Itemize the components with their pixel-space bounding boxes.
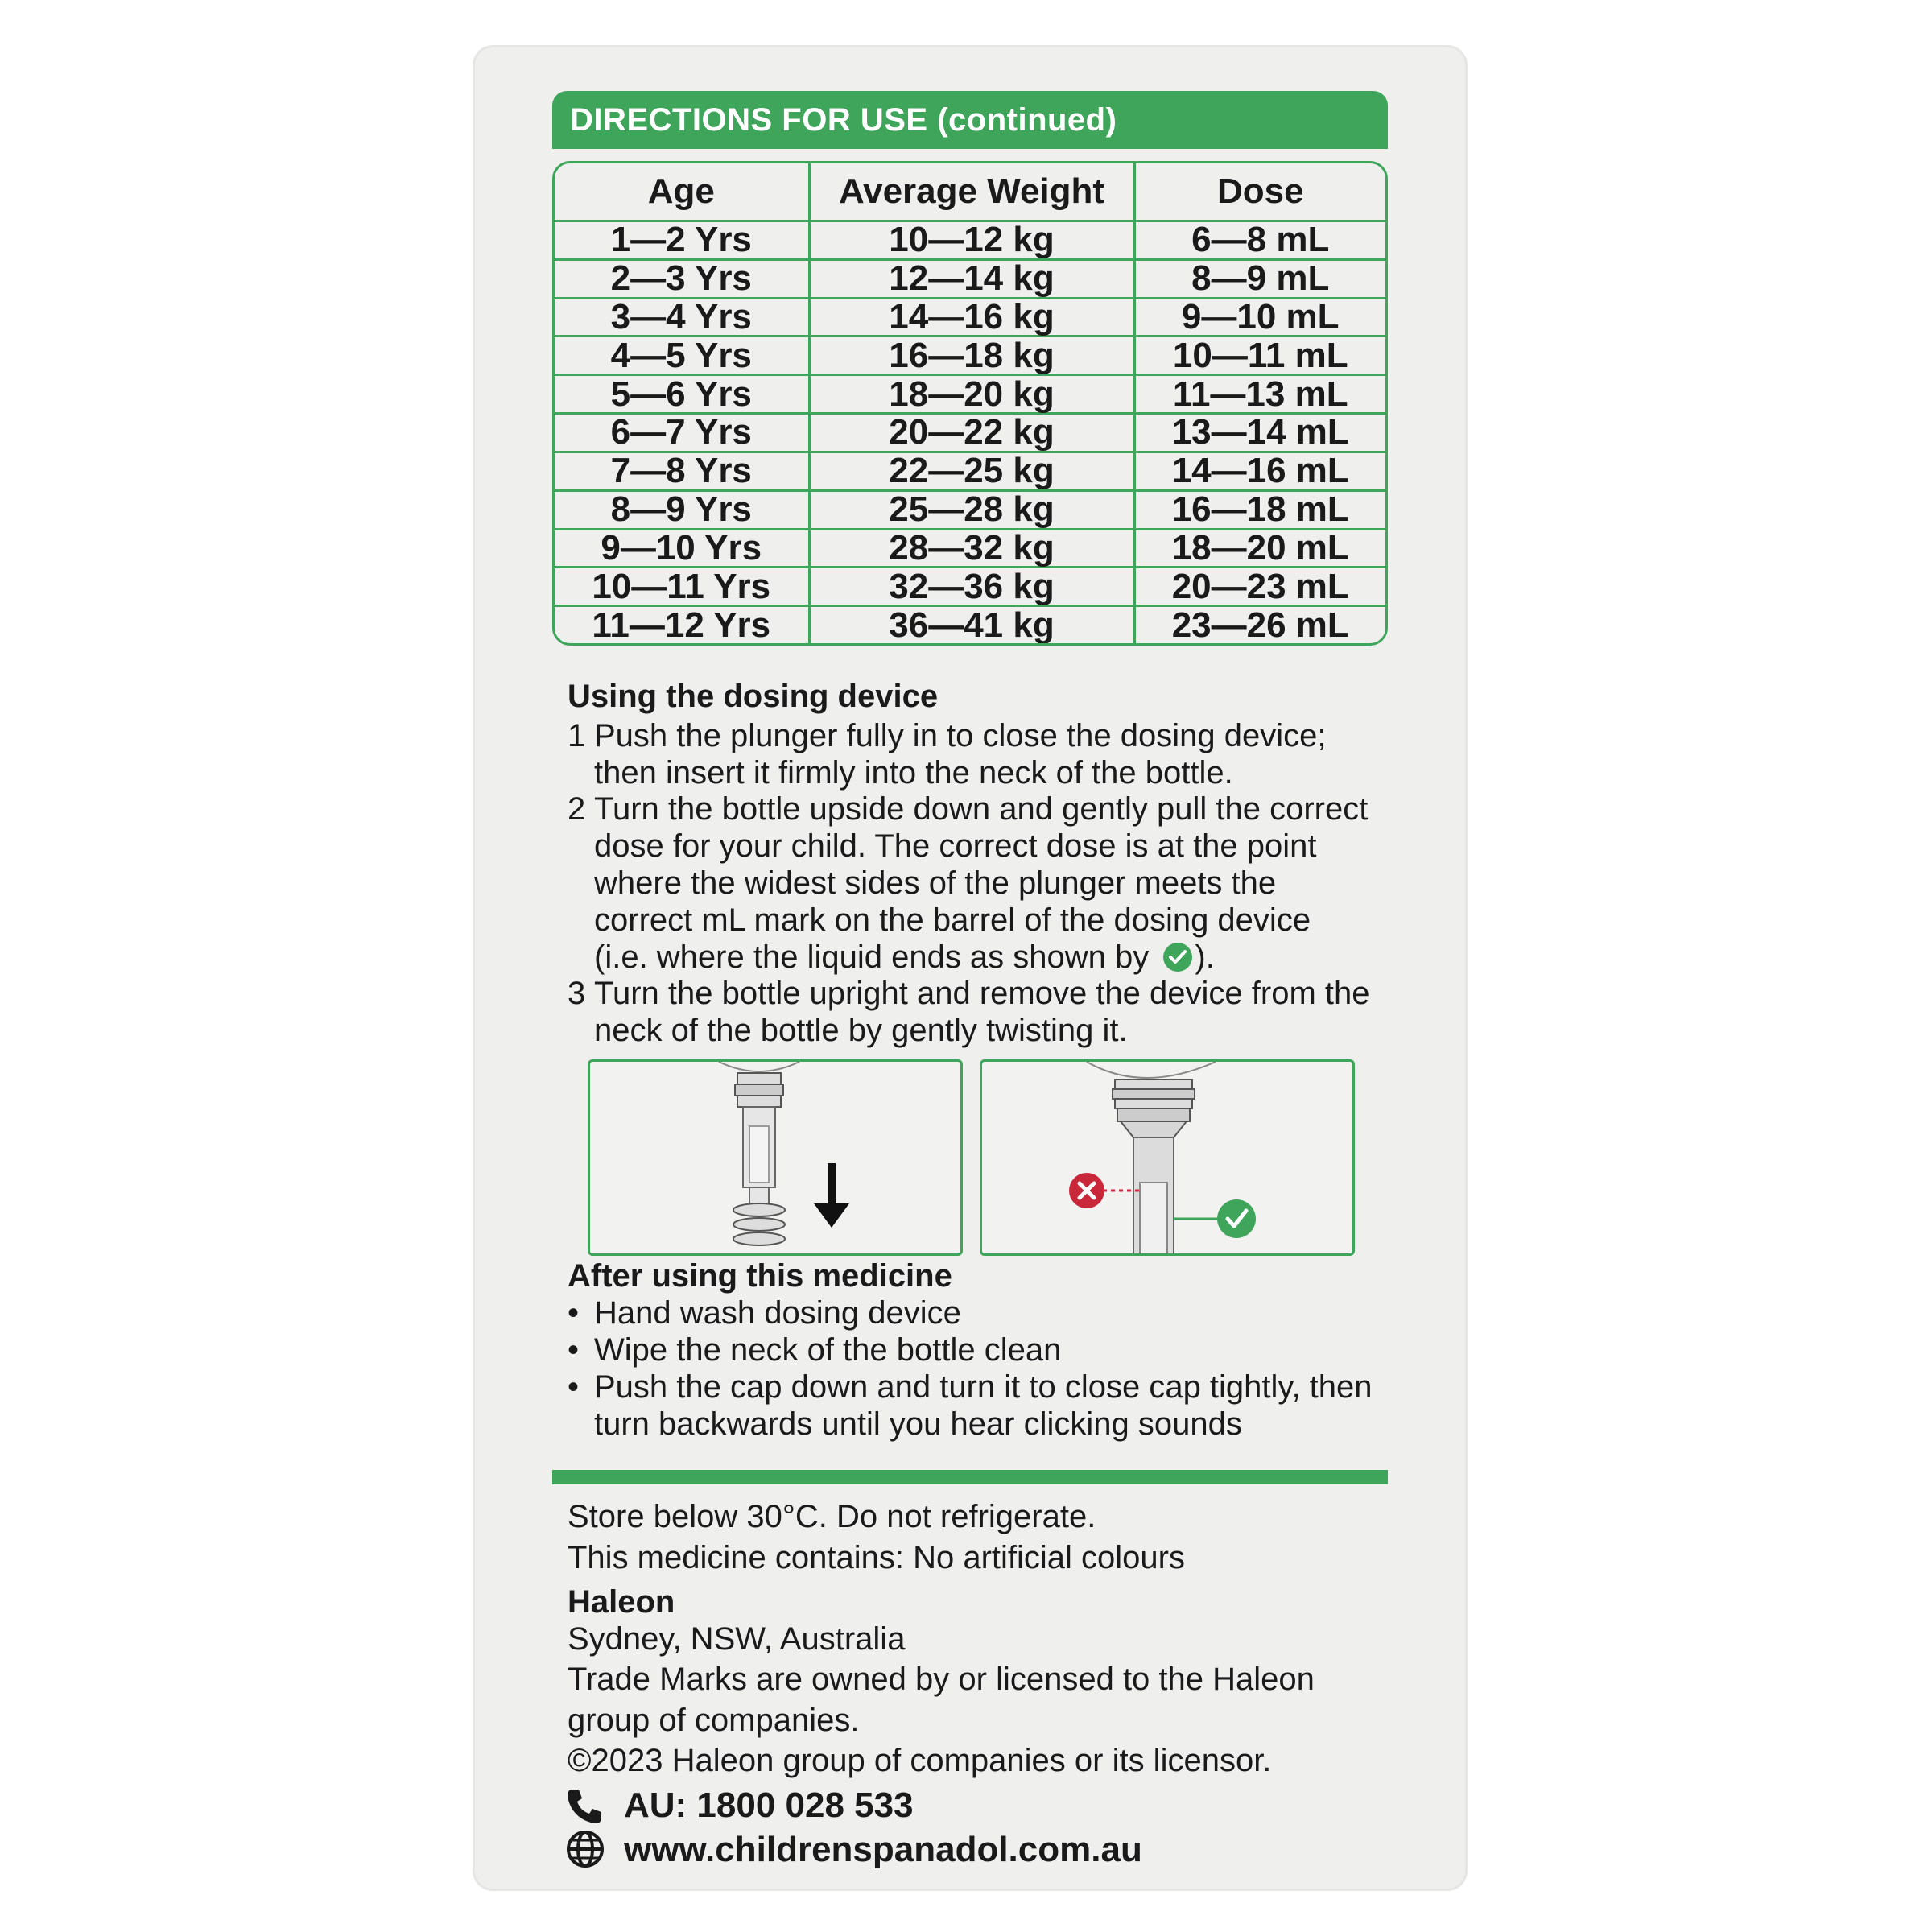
table-row bbox=[555, 529, 1385, 568]
check-circle-icon bbox=[1162, 942, 1193, 972]
step-text: Turn the bottle upright and remove the device from the bbox=[594, 976, 1370, 1011]
step-number: 2 bbox=[568, 791, 586, 827]
list-item: turn backwards until you hear clicking sounds bbox=[594, 1406, 1242, 1442]
table-row bbox=[555, 259, 1385, 298]
age-cell: 2—3 Yrs bbox=[555, 259, 809, 298]
age-cell: 6—7 Yrs bbox=[555, 414, 809, 452]
step-number: 1 bbox=[568, 718, 586, 753]
storage-text: Store below 30°C. Do not refrigerate. bbox=[568, 1499, 1096, 1534]
table-row bbox=[555, 568, 1385, 606]
step-text-segment: (i.e. where the liquid ends as shown by bbox=[594, 939, 1150, 975]
age-cell: 3—4 Yrs bbox=[555, 298, 809, 336]
dose-cell: 10—11 mL bbox=[1134, 336, 1385, 375]
copyright-text: ©2023 Haleon group of companies or its licensor. bbox=[568, 1743, 1272, 1778]
dosing-device-title: Using the dosing device bbox=[568, 679, 939, 714]
step-number: 3 bbox=[568, 976, 586, 1011]
table-row bbox=[555, 375, 1385, 414]
age-cell: 7—8 Yrs bbox=[555, 452, 809, 490]
dose-cell: 13—14 mL bbox=[1134, 414, 1385, 452]
weight-cell: 32—36 kg bbox=[809, 568, 1134, 606]
list-item: Push the cap down and turn it to close cap tightly, then bbox=[594, 1369, 1373, 1405]
weight-cell: 25—28 kg bbox=[809, 490, 1134, 529]
table-row bbox=[555, 336, 1385, 375]
bullet-dot: • bbox=[568, 1295, 580, 1331]
table-row bbox=[555, 490, 1385, 529]
weight-cell: 12—14 kg bbox=[809, 259, 1134, 298]
illustration-plunger bbox=[588, 1059, 963, 1256]
step-text: neck of the bottle by gently twisting it. bbox=[594, 1013, 1128, 1048]
plunger-diagram bbox=[590, 1062, 960, 1253]
step-text: dose for your child. The correct dose is at the point bbox=[594, 828, 1317, 864]
dose-cell: 23—26 mL bbox=[1171, 605, 1349, 645]
company-location: Sydney, NSW, Australia bbox=[568, 1621, 906, 1657]
list-item: Hand wash dosing device bbox=[594, 1295, 961, 1331]
column-header-age: Age bbox=[555, 163, 809, 221]
list-item: Wipe the neck of the bottle clean bbox=[594, 1332, 1062, 1368]
age-cell: 11—12 Yrs bbox=[555, 606, 809, 643]
step-text bbox=[594, 939, 1215, 976]
age-cell: 9—10 Yrs bbox=[555, 529, 809, 568]
after-use-title: After using this medicine bbox=[568, 1258, 952, 1294]
column-header-weight: Average Weight bbox=[809, 163, 1134, 221]
age-cell: 5—6 Yrs bbox=[555, 375, 809, 414]
weight-cell: 36—41 kg bbox=[809, 606, 1134, 643]
section-divider bbox=[552, 1470, 1388, 1484]
directions-title: DIRECTIONS FOR USE (continued) bbox=[570, 102, 1117, 138]
company-name: Haleon bbox=[568, 1584, 675, 1620]
age-cell: 1—2 Yrs bbox=[555, 221, 809, 260]
bullet-dot: • bbox=[568, 1369, 580, 1405]
dose-cell: 20—23 mL bbox=[1134, 568, 1385, 606]
trademark-text: Trade Marks are owned by or licensed to the Haleon bbox=[568, 1662, 1315, 1697]
weight-cell: 22—25 kg bbox=[809, 452, 1134, 490]
check-circle-icon bbox=[1217, 1199, 1256, 1238]
table-row bbox=[555, 414, 1385, 452]
globe-icon bbox=[565, 1829, 605, 1869]
dose-cell: 8—9 mL bbox=[1134, 259, 1385, 298]
trademark-text: group of companies. bbox=[568, 1703, 860, 1738]
table-row bbox=[555, 606, 1385, 643]
weight-cell: 14—16 kg bbox=[809, 298, 1134, 336]
dose-mark-diagram bbox=[982, 1062, 1352, 1253]
dose-cell: 14—16 mL bbox=[1134, 452, 1385, 490]
step-text: then insert it firmly into the neck of the bottle. bbox=[594, 755, 1233, 791]
age-cell: 8—9 Yrs bbox=[555, 490, 809, 529]
cross-circle-icon bbox=[1069, 1173, 1104, 1208]
table-header-row bbox=[555, 163, 1385, 221]
illustration-dose-mark bbox=[980, 1059, 1355, 1256]
dose-cell: 18—20 mL bbox=[1134, 529, 1385, 568]
age-cell: 10—11 Yrs bbox=[555, 568, 809, 606]
step-text-segment: ). bbox=[1195, 939, 1215, 975]
dose-table bbox=[552, 161, 1388, 646]
step-text: Turn the bottle upside down and gently pull the correct bbox=[594, 791, 1368, 827]
table-row bbox=[555, 298, 1385, 336]
weight-cell: 16—18 kg bbox=[809, 336, 1134, 375]
bullet-dot: • bbox=[568, 1332, 580, 1368]
step-text: correct mL mark on the barrel of the dosing device bbox=[594, 902, 1311, 938]
website-link[interactable]: www.childrenspanadol.com.au bbox=[624, 1830, 1142, 1869]
table-row bbox=[555, 452, 1385, 490]
step-text: Push the plunger fully in to close the dosing device; bbox=[594, 718, 1327, 753]
contains-text: This medicine contains: No artificial colours bbox=[568, 1540, 1185, 1575]
weight-cell: 20—22 kg bbox=[809, 414, 1134, 452]
weight-cell: 28—32 kg bbox=[809, 529, 1134, 568]
dose-cell: 16—18 mL bbox=[1134, 490, 1385, 529]
directions-header bbox=[552, 91, 1388, 149]
dose-cell: 9—10 mL bbox=[1134, 298, 1385, 336]
phone-number: AU: 1800 028 533 bbox=[624, 1785, 914, 1825]
weight-cell: 10—12 kg bbox=[809, 221, 1134, 260]
column-header-dose: Dose bbox=[1134, 163, 1385, 221]
table-row bbox=[555, 221, 1385, 260]
weight-cell: 18—20 kg bbox=[809, 375, 1134, 414]
arrow-down-icon bbox=[814, 1163, 849, 1228]
dose-cell: 6—8 mL bbox=[1134, 221, 1385, 260]
step-text: where the widest sides of the plunger meets the bbox=[594, 865, 1277, 901]
age-cell: 4—5 Yrs bbox=[555, 336, 809, 375]
phone-icon bbox=[565, 1787, 604, 1826]
dose-cell: 11—13 mL bbox=[1134, 375, 1385, 414]
